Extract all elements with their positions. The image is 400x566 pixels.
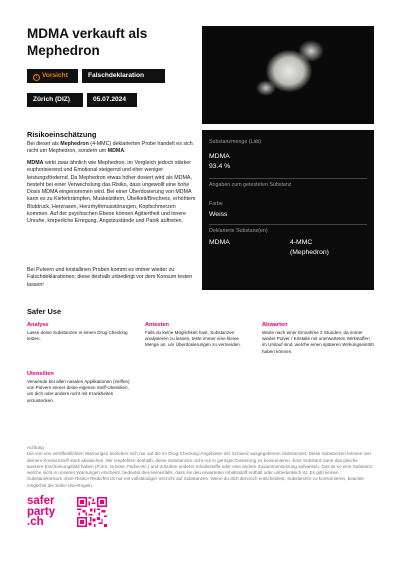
disclaimer	[27, 445, 375, 489]
saferparty-logo: safer party .ch	[27, 495, 56, 528]
location-badge: Zürich (DIZ)	[27, 93, 83, 107]
qr-code-icon[interactable]	[77, 497, 107, 527]
date-badge: 05.07.2024	[87, 93, 137, 107]
risk-heading: Risikoeinschätzung	[27, 130, 97, 139]
safer-use-heading: Safer Use	[27, 307, 62, 316]
alert-circle-icon: !	[33, 74, 40, 81]
result-color: Weiss	[209, 211, 228, 218]
safer-use-abwarten-title: Abwarten	[262, 322, 288, 328]
safer-use-utensilien-title: Utensilien	[27, 371, 54, 377]
safer-use-utensilien-text: Verwende bei allen nasalen Applikationen (sniffen) von Pulvern immer deine eigenen Sniff-Utensilien, um dich oder andere nicht mit Krankheiten anzustecken.	[27, 379, 130, 403]
disclaimer-text: Die von uns veröffentlichten Warnungen beziehen sich nur auf die im Drug-Checking-Angeboten der Schweiz ausgegebenen Substanzen. Diese Substanzen können von deinem Konsumstoff stark abweichen. Wir empfehlen deshalb, deine Substanzen nicht nur in geringer Dosierung zu konsumieren. Eine Substanz kann das gleiche äussere Erscheinungsbild haben (Form, Grösse, Farbe etc.) und trotzdem anderer Inhaltsstoffe oder eine andere Zusammensetzung aufweisen. Das ist so eine Substanz; welche nicht in unseren Warnungen erscheint, bedeutet dies keinesfalls, dass sie den erwarteten Inhaltsstoff enthält oder unbedenklich ist. Es gibt keinen Substanzkonsum ohne Risiko! Risikofrei ist nur ein vollständiger Verzicht auf Substanzen. Wenn du dich dennoch entscheidest, Substanzen zu konsumieren, beachte möglichst die Safer-Use-Regeln.	[27, 451, 374, 488]
safer-use-analyse-title: Analyse	[27, 322, 49, 328]
declared-as: 4-MMC	[290, 239, 313, 246]
risk-paragraph-3: Bei Pulvern und kristallinen Proben kommt es immer wieder zu Falschdeklarationen; diese deshalb unbedingt vor dem Konsum testen lassen!	[27, 267, 193, 288]
declared-as-note: (Mephedron)	[290, 249, 329, 256]
safer-use-analyse-text: Lasse deine Substanzen in einem Drug Checking testen.	[27, 330, 128, 342]
safer-use-antesten-text: Falls du keine Möglichkeit hast, Substanzen analysieren zu lassen, teste immer eine kleine Menge an, um Überdosierungen zu vermeiden.	[145, 330, 242, 348]
declared-name: MDMA	[209, 239, 230, 246]
page-title: MDMA verkauft als Mephedron	[27, 26, 148, 58]
risk-paragraph-2: MDMA wirkt zwar ähnlich wie Mephedron, im Vergleich jedoch stärker euphorisierend und Emotional steigernd und eher weniger leistungsfördernd. Da Mephedron etwas höher dosiert wird als MDMA, besteht bei einer Verwechslung das Risiko, dass ungewollt eine hohe Dosis MDMA eingenommen wird. Bei einer Überdosierung von MDMA kann es zu Kieferkrämpfen, Muskelzittern, Übelkeit/Brechreiz, erhöhtem Blutdruck, Herzrasen, Herzrhythmusstörungen, Kopfschmerzen kommen. Auf der psychischen Ebene können Agitiertheit und innere Unruhe, körperliche Erregung, Angstzustände und Panik auftreten.	[27, 160, 196, 225]
result-label-info: Angaben zum getesteten Substanz	[209, 182, 292, 188]
safer-use-antesten-title: Antesten	[145, 322, 169, 328]
warning-badge	[27, 69, 78, 83]
type-badge: Falschdeklaration	[82, 69, 165, 83]
result-label-color: Farbe	[209, 201, 223, 207]
results-panel	[202, 130, 374, 290]
result-amount: 93.4 %	[209, 163, 231, 170]
disclaimer-title: Achtung	[27, 445, 44, 450]
result-label-substance: Substanzmenge (Lab)	[209, 139, 262, 145]
warning-label: Vorsicht	[42, 72, 68, 79]
safer-use-abwarten-text: Warte nach einer Einnahme 2 Stunden, da immer wieder Pulver / Kristalle mit unerwarteten Wirkstoffen im Umlauf sind, welche einen späteren Wirkungseintritt haben können.	[262, 330, 374, 354]
result-label-declared: Deklarierte Substanz(en)	[209, 228, 268, 234]
risk-paragraph-1: Bei dieser als Mephedron (4-MMC) deklarierten Probe handelt es sich nicht um Mephedron, sondern um MDMA.	[27, 141, 193, 155]
result-substance: MDMA	[209, 153, 230, 160]
sample-photo	[202, 26, 374, 124]
